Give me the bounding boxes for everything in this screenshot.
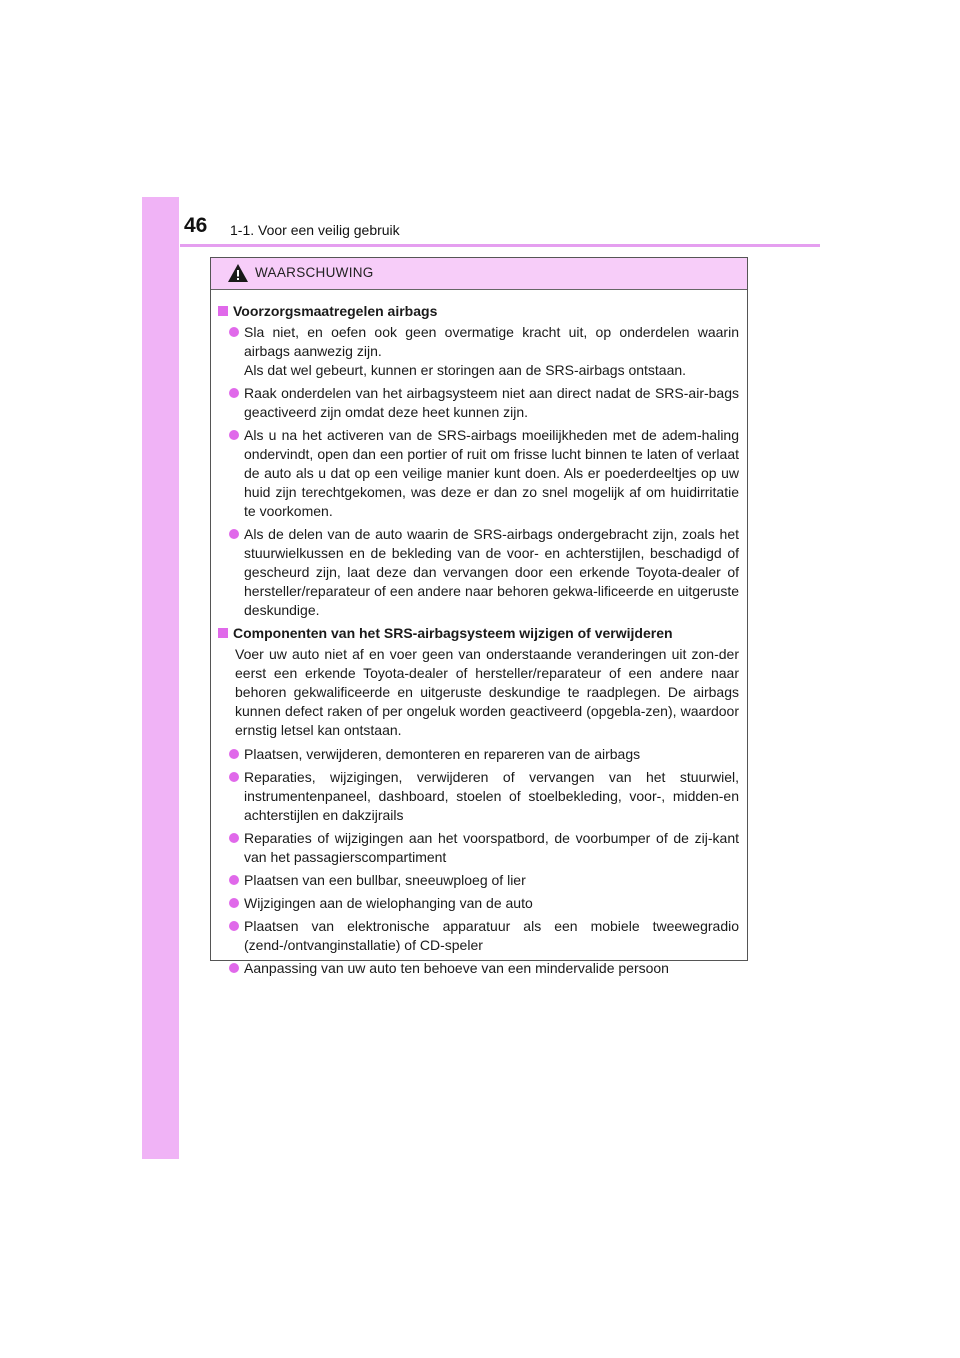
round-bullet-icon: [229, 430, 239, 440]
round-bullet-icon: [229, 327, 239, 337]
warning-title: WAARSCHUWING: [255, 265, 374, 280]
round-bullet-icon: [229, 388, 239, 398]
list-item: Reparaties, wijzigingen, verwijderen of vervangen van het stuurwiel, instrumentenpaneel, dashboard, stoelen of stoelbekleding, voor-, midden-en achterstijlen en dakzijrails: [229, 768, 739, 825]
list-item: Plaatsen, verwijderen, demonteren en repareren van de airbags: [229, 745, 739, 764]
list-item: Plaatsen van elektronische apparatuur als een mobiele tweewegradio (zend-/ontvanginstallatie) of CD-speler: [229, 917, 739, 955]
list-item: Sla niet, en oefen ook geen overmatige kracht uit, op onderdelen waarin airbags aanwezig zijn. Als dat wel gebeurt, kunnen er storingen aan de SRS-airbags ontstaan.: [229, 323, 739, 380]
square-bullet-icon: [218, 306, 228, 316]
warning-body: [211, 290, 747, 978]
page-header: [180, 214, 820, 244]
list-item: Als u na het activeren van de SRS-airbags moeilijkheden met de adem-haling ondervindt, open dan een portier of ruit om frisse lucht binnen te laten of verlaat de auto als u dat op een veilige manier kunt doen. Als er poederdeeltjes op uw huid zijn terechtgekomen, was deze er dan zo snel mogelijk af om huidirritatie te voorkomen.: [229, 426, 739, 521]
section-heading-airbag-precautions: Voorzorgsmaatregelen airbags: [217, 302, 739, 321]
round-bullet-icon: [229, 749, 239, 759]
section-title: 1-1. Voor een veilig gebruik: [230, 222, 400, 238]
list-item: Reparaties of wijzigingen aan het voorspatbord, de voorbumper of de zij-kant van het passagierscompartiment: [229, 829, 739, 867]
list-item: Raak onderdelen van het airbagsysteem niet aan direct nadat de SRS-air-bags geactiveerd zijn omdat deze heet kunnen zijn.: [229, 384, 739, 422]
warning-box: [210, 257, 748, 976]
list-item-note: Als dat wel gebeurt, kunnen er storingen aan de SRS-airbags ontstaan.: [244, 362, 687, 378]
header-rule: [180, 244, 820, 247]
section-heading-srs-components: Componenten van het SRS-airbagsysteem wijzigen of verwijderen: [217, 624, 739, 643]
list-item: Aanpassing van uw auto ten behoeve van een mindervalide persoon: [229, 959, 739, 978]
section-intro: Voer uw auto niet af en voer geen van onderstaande veranderingen uit zon-der eerst een erkende Toyota-dealer of hersteller/reparateur of een andere naar behoren gekwalificeerde en uitgeruste deskundige te raadplegen. De airbags kunnen defect raken of per ongeluk worden geactiveerd (opgebla-zen), waardoor ernstig letsel kan ontstaan.: [235, 646, 739, 738]
round-bullet-icon: [229, 963, 239, 973]
round-bullet-icon: [229, 772, 239, 782]
square-bullet-icon: [218, 628, 228, 638]
list-item: Wijzigingen aan de wielophanging van de auto: [229, 894, 739, 913]
chapter-side-tab: [142, 197, 179, 1159]
round-bullet-icon: [229, 833, 239, 843]
round-bullet-icon: [229, 529, 239, 539]
warning-header: [211, 258, 747, 290]
list-item: Plaatsen van een bullbar, sneeuwploeg of lier: [229, 871, 739, 890]
page-number: 46: [184, 214, 208, 237]
round-bullet-icon: [229, 921, 239, 931]
list-item: Als de delen van de auto waarin de SRS-airbags ondergebracht zijn, zoals het stuurwielkussen en de bekleding van de voor- en achterstijlen, beschadigd of gescheurd zijn, laat deze dan vervangen door een erkende Toyota-dealer of hersteller/reparateur of een andere naar behoren gekwa-lificeerde en uitgeruste deskundige.: [229, 525, 739, 620]
warning-triangle-icon: [227, 263, 249, 283]
round-bullet-icon: [229, 898, 239, 908]
round-bullet-icon: [229, 875, 239, 885]
